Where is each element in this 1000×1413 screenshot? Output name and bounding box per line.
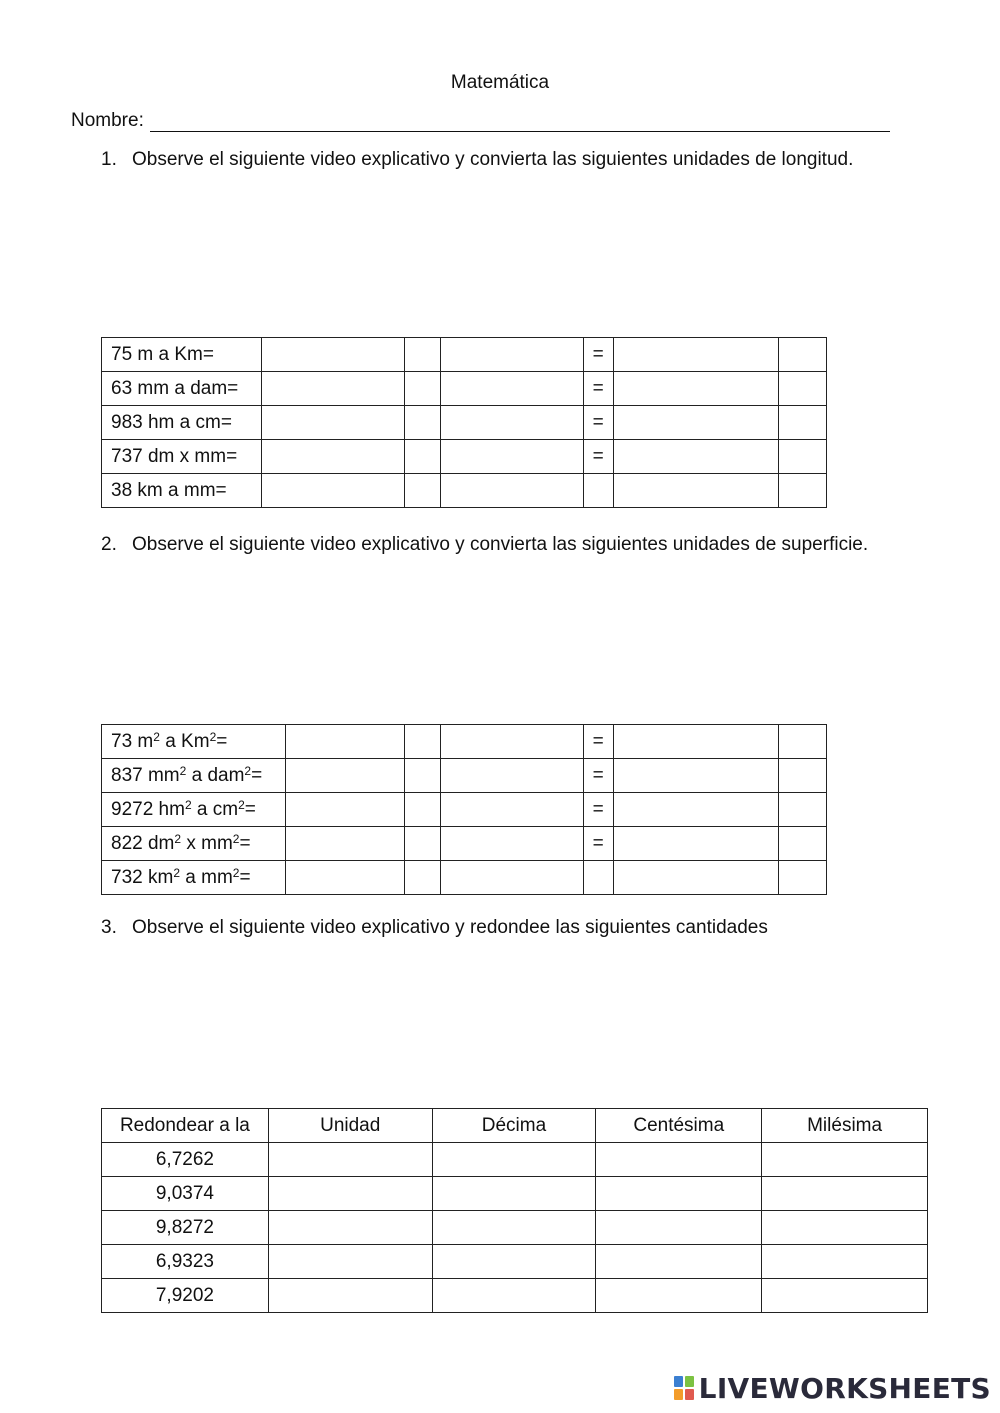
- length-label-cell: 63 mm a dam=: [102, 372, 262, 406]
- answer-cell[interactable]: [762, 1245, 928, 1279]
- rounding-header-cell: Milésima: [762, 1109, 928, 1143]
- answer-cell[interactable]: [441, 793, 583, 827]
- equals-cell: =: [583, 406, 613, 440]
- superscript: 2: [173, 865, 180, 880]
- length-row: [102, 372, 827, 406]
- question-3: [101, 917, 768, 939]
- answer-cell[interactable]: [778, 372, 826, 406]
- question-2-number: 2.: [101, 534, 117, 555]
- equals-cell: =: [583, 725, 613, 759]
- area-label-cell: [102, 861, 286, 895]
- answer-cell[interactable]: [613, 861, 778, 895]
- area-label-cell: [102, 793, 286, 827]
- answer-cell[interactable]: [441, 725, 583, 759]
- answer-cell[interactable]: [613, 725, 778, 759]
- answer-cell[interactable]: [596, 1143, 762, 1177]
- answer-cell[interactable]: [286, 725, 405, 759]
- answer-cell[interactable]: [432, 1177, 596, 1211]
- length-label-cell: 983 hm a cm=: [102, 406, 262, 440]
- length-row: [102, 440, 827, 474]
- question-3-number: 3.: [101, 917, 117, 938]
- question-2: [101, 534, 868, 556]
- answer-cell[interactable]: [613, 759, 778, 793]
- equals-cell: =: [583, 338, 613, 372]
- superscript: 2: [238, 797, 245, 812]
- answer-cell[interactable]: [778, 338, 826, 372]
- answer-cell[interactable]: [432, 1143, 596, 1177]
- rounding-header-cell: Unidad: [268, 1109, 432, 1143]
- area-label-part: 837 mm: [111, 764, 180, 786]
- name-label: Nombre:: [71, 110, 144, 131]
- question-1-text: Observe el siguiente video explicativo y convierta las siguientes unidades de longitud.: [132, 149, 854, 170]
- area-label-part: =: [244, 798, 256, 820]
- answer-cell[interactable]: [441, 406, 583, 440]
- rounding-value-cell: 9,8272: [102, 1211, 269, 1245]
- answer-cell[interactable]: [778, 440, 826, 474]
- answer-cell[interactable]: [286, 827, 405, 861]
- answer-cell[interactable]: [405, 372, 441, 406]
- answer-cell[interactable]: [778, 725, 826, 759]
- area-label-part: a cm: [191, 798, 239, 820]
- area-label-part: 9272 hm: [111, 798, 185, 820]
- rounding-row: [102, 1211, 928, 1245]
- rounding-header-cell: Décima: [432, 1109, 596, 1143]
- question-2-text: Observe el siguiente video explicativo y convierta las siguientes unidades de superficie.: [132, 534, 869, 555]
- answer-cell[interactable]: [778, 827, 826, 861]
- area-label-cell: [102, 725, 286, 759]
- rounding-row: [102, 1177, 928, 1211]
- answer-cell[interactable]: [405, 827, 441, 861]
- answer-cell[interactable]: [613, 474, 778, 508]
- answer-cell[interactable]: [441, 474, 583, 508]
- length-label-cell: 38 km a mm=: [102, 474, 262, 508]
- superscript: 2: [153, 729, 160, 744]
- answer-cell[interactable]: [441, 440, 583, 474]
- area-label-part: a mm: [180, 866, 233, 888]
- answer-cell[interactable]: [262, 372, 405, 406]
- answer-cell[interactable]: [762, 1211, 928, 1245]
- area-row: [102, 759, 827, 793]
- answer-cell[interactable]: [762, 1279, 928, 1313]
- answer-cell[interactable]: [405, 759, 441, 793]
- area-label-cell: [102, 827, 286, 861]
- rounding-table: [101, 1108, 928, 1313]
- length-row: [102, 406, 827, 440]
- answer-cell[interactable]: [778, 759, 826, 793]
- area-row: [102, 793, 827, 827]
- answer-cell[interactable]: [613, 440, 778, 474]
- answer-cell[interactable]: [441, 861, 583, 895]
- answer-cell[interactable]: [432, 1279, 596, 1313]
- answer-cell[interactable]: [405, 440, 441, 474]
- answer-cell[interactable]: [268, 1279, 432, 1313]
- superscript: 2: [174, 831, 182, 846]
- answer-cell[interactable]: [286, 861, 405, 895]
- length-label-cell: 737 dm x mm=: [102, 440, 262, 474]
- length-row: [102, 338, 827, 372]
- rounding-header-cell: Redondear a la: [102, 1109, 269, 1143]
- area-label-part: a dam: [186, 764, 245, 786]
- area-label-part: 822 dm: [111, 832, 175, 854]
- answer-cell[interactable]: [441, 827, 583, 861]
- area-label-part: =: [216, 730, 228, 752]
- rounding-value-cell: 6,7262: [102, 1143, 269, 1177]
- area-label-part: 732 km: [111, 866, 174, 888]
- area-label-part: 73 m: [111, 730, 154, 752]
- answer-cell[interactable]: [262, 440, 405, 474]
- answer-cell[interactable]: [441, 372, 583, 406]
- rounding-value-cell: 6,9323: [102, 1245, 269, 1279]
- answer-cell[interactable]: [262, 474, 405, 508]
- rounding-row: [102, 1279, 928, 1313]
- area-label-part: =: [239, 866, 251, 888]
- superscript: 2: [179, 763, 187, 778]
- answer-cell[interactable]: [405, 725, 441, 759]
- rounding-value-cell: 9,0374: [102, 1177, 269, 1211]
- area-label-cell: [102, 759, 286, 793]
- superscript: 2: [232, 831, 240, 846]
- answer-cell[interactable]: [405, 338, 441, 372]
- answer-cell[interactable]: [596, 1211, 762, 1245]
- area-label-part: a Km: [159, 730, 210, 752]
- equals-cell: [583, 474, 613, 508]
- answer-cell[interactable]: [286, 793, 405, 827]
- answer-cell[interactable]: [778, 406, 826, 440]
- answer-cell[interactable]: [405, 861, 441, 895]
- equals-cell: =: [583, 440, 613, 474]
- superscript: 2: [209, 729, 217, 744]
- question-1-number: 1.: [101, 149, 117, 170]
- length-row: [102, 474, 827, 508]
- answer-cell[interactable]: [596, 1279, 762, 1313]
- area-conversion-table: [101, 724, 827, 895]
- answer-cell[interactable]: [286, 759, 405, 793]
- area-row: [102, 861, 827, 895]
- page-title: Matemática: [450, 72, 550, 93]
- answer-cell[interactable]: [778, 861, 826, 895]
- area-label-part: x mm: [181, 832, 233, 854]
- name-input-line[interactable]: [150, 111, 890, 132]
- rounding-header-row: [102, 1109, 928, 1143]
- equals-cell: [583, 861, 613, 895]
- answer-cell[interactable]: [262, 338, 405, 372]
- answer-cell[interactable]: [613, 827, 778, 861]
- superscript: 2: [232, 865, 240, 880]
- length-label-cell: 75 m a Km=: [102, 338, 262, 372]
- answer-cell[interactable]: [268, 1245, 432, 1279]
- answer-cell[interactable]: [762, 1177, 928, 1211]
- answer-cell[interactable]: [432, 1211, 596, 1245]
- rounding-header-cell: Centésima: [596, 1109, 762, 1143]
- superscript: 2: [244, 763, 252, 778]
- liveworksheets-logo: [674, 1372, 991, 1405]
- answer-cell[interactable]: [405, 406, 441, 440]
- answer-cell[interactable]: [268, 1143, 432, 1177]
- question-1: [101, 149, 853, 171]
- area-label-part: =: [239, 832, 251, 854]
- answer-cell[interactable]: [596, 1177, 762, 1211]
- area-row: [102, 827, 827, 861]
- answer-cell[interactable]: [268, 1177, 432, 1211]
- liveworksheets-logo-text: LIVEWORKSHEETS: [698, 1372, 991, 1405]
- area-row: [102, 725, 827, 759]
- area-label-part: =: [251, 764, 263, 786]
- equals-cell: =: [583, 759, 613, 793]
- answer-cell[interactable]: [613, 338, 778, 372]
- answer-cell[interactable]: [405, 793, 441, 827]
- answer-cell[interactable]: [762, 1143, 928, 1177]
- length-conversion-table: [101, 337, 827, 508]
- answer-cell[interactable]: [613, 406, 778, 440]
- answer-cell[interactable]: [262, 406, 405, 440]
- rounding-value-cell: 7,9202: [102, 1279, 269, 1313]
- rounding-row: [102, 1245, 928, 1279]
- name-field-row: [71, 110, 890, 132]
- rounding-row: [102, 1143, 928, 1177]
- answer-cell[interactable]: [613, 793, 778, 827]
- equals-cell: =: [583, 372, 613, 406]
- answer-cell[interactable]: [613, 372, 778, 406]
- equals-cell: =: [583, 827, 613, 861]
- answer-cell[interactable]: [441, 759, 583, 793]
- answer-cell[interactable]: [432, 1245, 596, 1279]
- liveworksheets-logo-icon: [674, 1376, 696, 1402]
- answer-cell[interactable]: [441, 338, 583, 372]
- answer-cell[interactable]: [596, 1245, 762, 1279]
- superscript: 2: [184, 797, 192, 812]
- answer-cell[interactable]: [268, 1211, 432, 1245]
- equals-cell: =: [583, 793, 613, 827]
- question-3-text: Observe el siguiente video explicativo y redondee las siguientes cantidades: [132, 917, 768, 938]
- answer-cell[interactable]: [778, 793, 826, 827]
- answer-cell[interactable]: [778, 474, 826, 508]
- answer-cell[interactable]: [405, 474, 441, 508]
